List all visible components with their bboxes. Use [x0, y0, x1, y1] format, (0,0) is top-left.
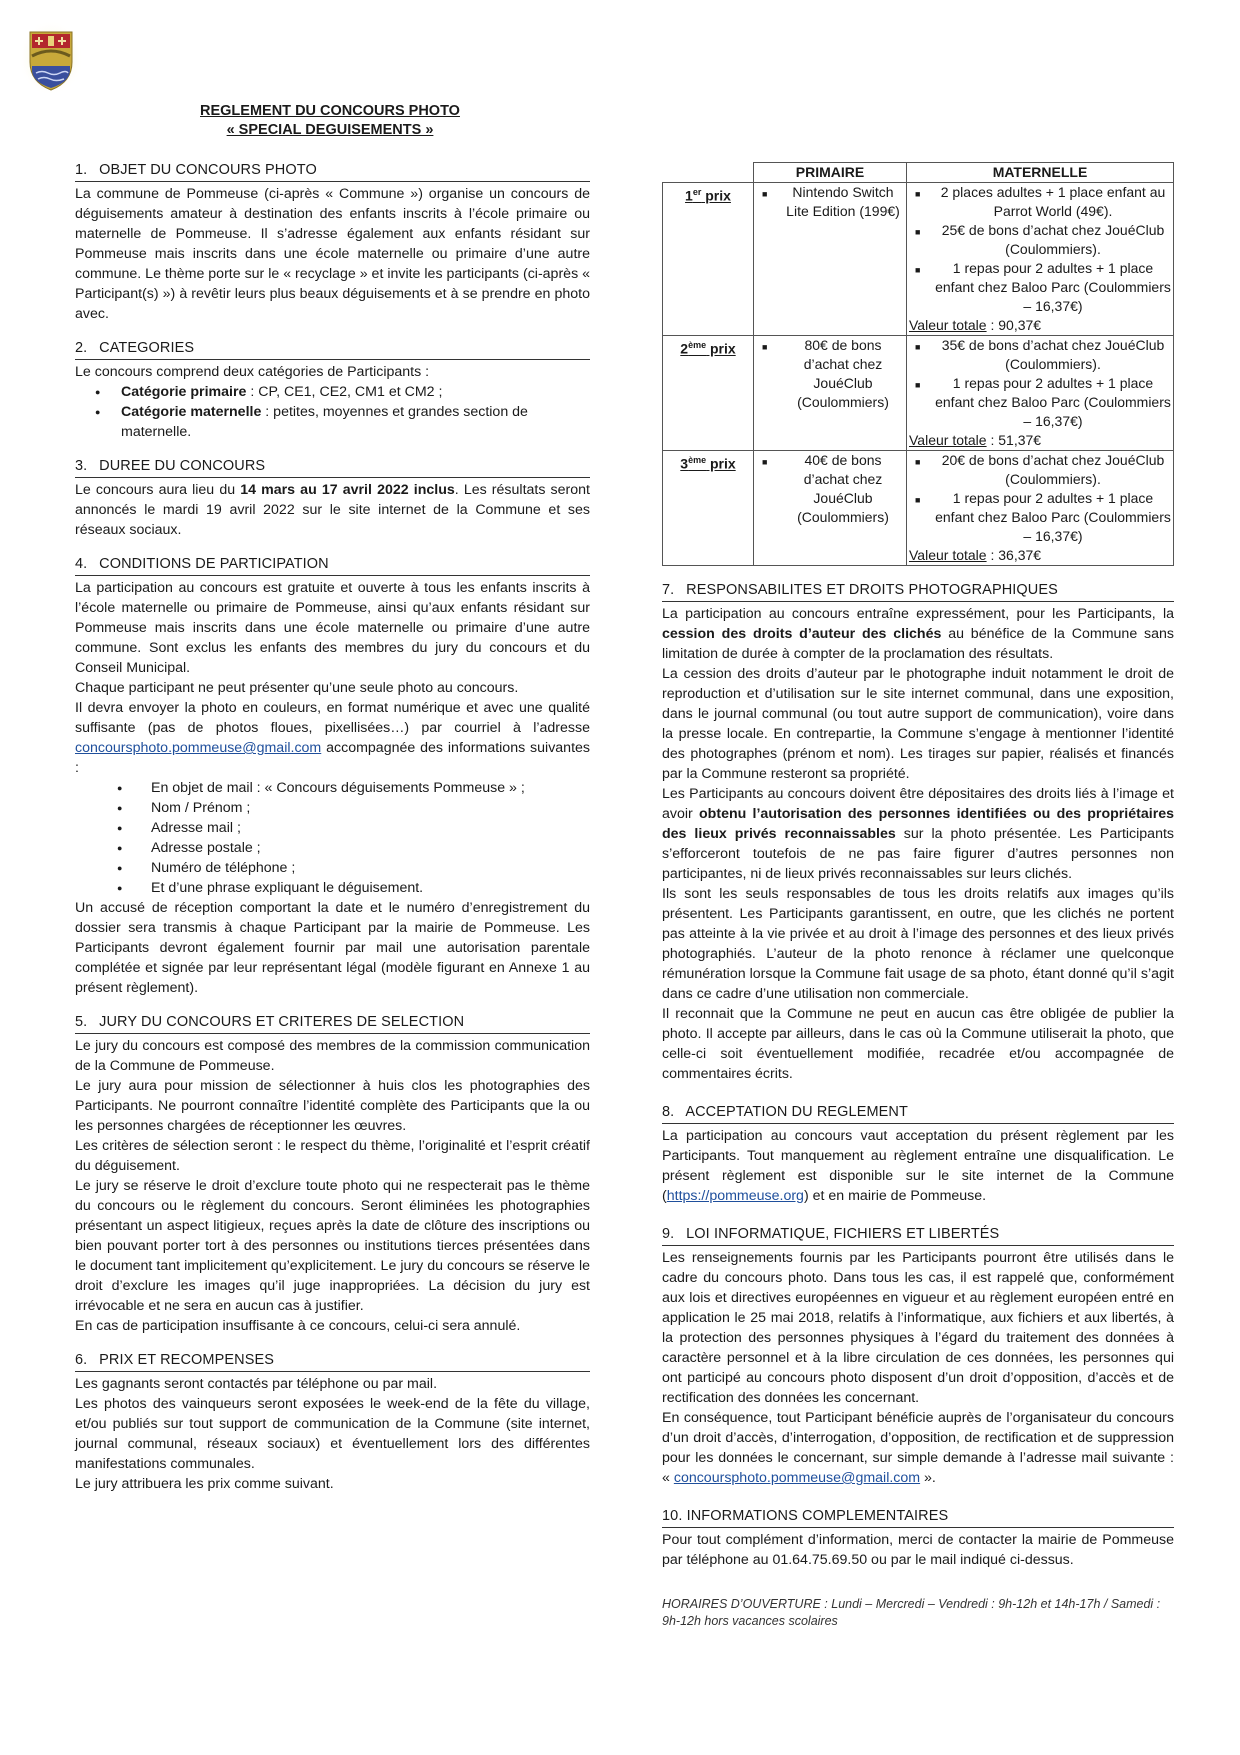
section-7 [662, 580, 1174, 1084]
section-heading [662, 1506, 1174, 1528]
section-heading [75, 160, 590, 182]
paragraph: Les photos des vainqueurs seront exposées le week-end de la fête du village, et/ou publiés sur tout support de communication de la Commune (site internet, journal communal, réseaux sociaux) et éventuellement lors des différentes manifestations communales. [75, 1396, 590, 1472]
list-item: ● Et d’une phrase expliquant le déguisement. [151, 878, 590, 898]
paragraph [75, 480, 590, 540]
section-title: RESPONSABILITES ET DROITS PHOTOGRAPHIQUES [686, 582, 1058, 598]
section-number: 10. [662, 1508, 683, 1524]
category-name: Catégorie maternelle [121, 404, 262, 420]
section-number: 1. [75, 162, 88, 178]
section-title: PRIX ET RECOMPENSES [99, 1352, 275, 1368]
paragraph: Un accusé de réception comportant la date et le numéro d’enregistrement du dossier sera transmis à chaque Participant par la mairie de Pommeuse. Les Participants devront également fournir par mail une autorisation parentale complétée et signée par leur représentant légal (modèle figurant en Annexe 1 au présent règlement). [75, 900, 590, 996]
section-heading [662, 1102, 1174, 1124]
section-9 [662, 1224, 1174, 1488]
total-value [909, 431, 1171, 450]
list-item [909, 221, 1171, 259]
rank-number: 3 [680, 455, 689, 472]
title-line-2: « SPECIAL DEGUISEMENTS » [226, 122, 434, 138]
square-bullet-icon: ■ [915, 495, 921, 505]
prize-text: 20€ de bons d’achat chez JouéClub (Coulommiers). [941, 452, 1165, 487]
paragraph: Les critères de sélection seront : le respect du thème, l’originalité et l’esprit créatif du déguisement. [75, 1138, 590, 1174]
website-link[interactable]: https://pommeuse.org [666, 1188, 804, 1204]
primaire-prize-cell [754, 336, 907, 451]
list-item [756, 451, 904, 527]
paragraph: La participation au concours est gratuite et ouverte à tous les enfants inscrits à l’école maternelle ou primaire de Pommeuse, ainsi qu’aux enfants résidant sur Pommeuse mais inscrits dans une école maternelle ou primaire d’une autre commune. Sont exclus les enfants des membres du jury du concours et du Conseil Municipal. [75, 580, 590, 676]
table-row [663, 183, 1174, 336]
square-bullet-icon: ■ [915, 265, 921, 275]
list-item [756, 183, 904, 221]
paragraph: La cession des droits d’auteur par le photographe induit notamment le droit de reproduction et d’utilisation sur le site internet communal, dans une exposition, dans le journal communal (ou tout autre support de communication), voire dans la presse locale. En contrepartie, la Commune s’engage à mentionner l’identité des photographes (prénom et nom). Les tirages sur papier, réalisés et financés par la Commune resteront sa propriété. [662, 666, 1174, 782]
list-item: ● Nom / Prénom ; [151, 798, 590, 818]
prize-text: Nintendo Switch Lite Edition (199€) [786, 184, 900, 219]
rank-suffix: ème [688, 340, 707, 350]
section-number: 6. [75, 1352, 88, 1368]
category-detail: : CP, CE1, CE2, CM1 et CM2 ; [246, 384, 443, 400]
section-number: 7. [662, 582, 675, 598]
section-heading [662, 1224, 1174, 1246]
text: accompagnée des informations suivantes : [75, 740, 590, 776]
paragraph [662, 1126, 1174, 1206]
text: Les Participants au concours doivent être dépositaires des droits liés à l’image et avoir [662, 786, 1174, 822]
total-label: Valeur totale [909, 432, 987, 448]
paragraph: Le jury attribuera les prix comme suivant. [75, 1476, 334, 1492]
square-bullet-icon: ■ [762, 342, 768, 352]
list-item [121, 402, 590, 442]
section-title: CONDITIONS DE PARTICIPATION [99, 556, 329, 572]
square-bullet-icon: ■ [915, 189, 921, 199]
emphasis: cession des droits d’auteur des clichés [662, 626, 942, 642]
right-column [662, 162, 1174, 1630]
list-item: ● Adresse mail ; [151, 818, 590, 838]
total-value [909, 546, 1171, 565]
square-bullet-icon: ■ [915, 342, 921, 352]
total-value [909, 316, 1171, 335]
maternelle-prize-cell [907, 451, 1174, 566]
section-3 [75, 456, 590, 540]
list-item [909, 183, 1171, 221]
rank-suffix: ème [688, 455, 707, 465]
section-number: 2. [75, 340, 88, 356]
paragraph: Ils sont les seuls responsables de tous les droits relatifs aux images qu’ils présentent. Les Participants garantissent, en outre, que les clichés ne portent pas atteinte à la vie privée et au droit à l’image des personnes et des lieux privés photographiés. L’auteur de la photo renonce à réclamer une quelconque rémunération lorsque la Commune fait usage de sa photo, étant donné qu’il s’agit dans ce cadre d’une utilisation non commerciale. [662, 886, 1174, 1002]
list-item [909, 489, 1171, 546]
text: ) et en mairie de Pommeuse. [803, 1188, 987, 1204]
paragraph: Les renseignements fournis par les Participants pourront être utilisés dans le cadre du concours photo. Dans tous les cas, il est rappelé que, conformément aux lois et directives européennes en vigueur et au règlement européen entré en application le 25 mai 2018, relatifs à l’informatique, aux fichiers et aux libertés, à la protection des personnes physiques à l’égard du traitement des données à caractère personnel et à la libre circulation de ces données, les personnes qui ont participé au concours photo disposent d’un droit d’opposition, d’accès et de rectification des données les concernant. [662, 1250, 1174, 1406]
prize-rank [663, 451, 754, 566]
paragraph [662, 784, 1174, 884]
list-item: ● En objet de mail : « Concours déguisements Pommeuse » ; [151, 778, 590, 798]
section-number: 8. [662, 1104, 675, 1120]
section-10 [662, 1506, 1174, 1570]
email-link[interactable]: concoursphoto.pommeuse@gmail.com [673, 1470, 921, 1486]
left-column [75, 160, 590, 1508]
square-bullet-icon: ■ [762, 189, 768, 199]
rank-word: prix [706, 455, 736, 472]
paragraph [75, 698, 590, 778]
section-heading [75, 338, 590, 360]
prize-text: 1 repas pour 2 adultes + 1 place enfant chez Baloo Parc (Coulommiers – 16,37€) [935, 375, 1171, 429]
section-title: CATEGORIES [99, 340, 195, 356]
section-1 [75, 160, 590, 324]
rank-number: 1 [685, 187, 693, 204]
column-header-primaire: PRIMAIRE [754, 163, 907, 183]
table-header-row [663, 163, 1174, 183]
prize-text: 35€ de bons d’achat chez JouéClub (Coulommiers). [941, 337, 1165, 372]
section-heading [75, 1012, 590, 1034]
section-number: 9. [662, 1226, 675, 1242]
paragraph: Pour tout complément d’information, merci de contacter la mairie de Pommeuse par téléphone au 01.64.75.69.50 ou par le mail indiqué ci-dessus. [662, 1532, 1174, 1568]
section-title: ACCEPTATION DU REGLEMENT [685, 1104, 908, 1120]
section-number: 5. [75, 1014, 88, 1030]
list-item [756, 336, 904, 412]
total-label: Valeur totale [909, 547, 987, 563]
total-amount: : 90,37€ [986, 317, 1042, 333]
total-label: Valeur totale [909, 317, 987, 333]
list-item: ● Numéro de téléphone ; [151, 858, 590, 878]
text: au bénéfice de la Commune sans limitation de durée à compter de la proclamation des résultats. [662, 626, 1174, 662]
section-heading [75, 1350, 590, 1372]
section-title: DUREE DU CONCOURS [99, 458, 266, 474]
section-title: JURY DU CONCOURS ET CRITERES DE SELECTION [99, 1014, 465, 1030]
paragraph: Le concours comprend deux catégories de Participants : [75, 364, 430, 380]
section-4 [75, 554, 590, 998]
opening-hours: HORAIRES D’OUVERTURE : Lundi – Mercredi – Vendredi : 9h-12h et 14h-17h / Samedi : 9h-12h hors vacances scolaires [662, 1597, 1161, 1628]
category-name: Catégorie primaire [121, 384, 247, 400]
square-bullet-icon: ■ [915, 380, 921, 390]
document-title [140, 102, 520, 140]
paragraph: En cas de participation insuffisante à ce concours, celui-ci sera annulé. [75, 1318, 521, 1334]
rank-suffix: er [692, 187, 702, 197]
paragraph: Le jury se réserve le droit d’exclure toute photo qui ne respecterait pas le thème du concours ou le règlement du concours. Seront éliminées les photographies présentant un aspect litigieux, reçues après la date de clôture des inscriptions ou bien pouvant porter tort à des personnes ou institutions tierces présentées dans le document tant implicitement qu’explicitement. Le jury du concours se réserve le droit d’exclure les images qu’il juge inappropriées. La décision du jury est irrévocable et ne sera en aucun cas à justifier. [75, 1178, 590, 1314]
section-title: LOI INFORMATIQUE, FICHIERS ET LIBERTÉS [686, 1226, 1000, 1242]
category-list [75, 382, 590, 442]
square-bullet-icon: ■ [762, 457, 768, 467]
list-item [909, 374, 1171, 431]
section-title: INFORMATIONS COMPLEMENTAIRES [686, 1508, 949, 1524]
title-line-1: REGLEMENT DU CONCOURS PHOTO [200, 103, 460, 119]
primaire-prize-cell [754, 451, 907, 566]
paragraph: La commune de Pommeuse (ci-après « Commune ») organise un concours de déguisements amateur à destination des enfants inscrits à l’école primaire ou maternelle de Pommeuse. Il s’adresse également aux enfants résidant sur Pommeuse mais inscrits dans une école maternelle ou primaire d’une autre commune. Le thème porte sur le « recyclage » et invite les participants (ci-après « Participant(s) ») à revêtir leurs plus beaux déguisements et à se prendre en photo avec. [75, 186, 590, 322]
text: La participation au concours vaut acceptation du présent règlement par les Participants. Tout manquement au règlement entraîne une disqualification. Le présent règlement est disponible sur le site internet de la Commune ( [662, 1128, 1174, 1204]
maternelle-prize-cell [907, 336, 1174, 451]
section-number: 3. [75, 458, 88, 474]
section-heading [75, 554, 590, 576]
square-bullet-icon: ■ [915, 457, 921, 467]
section-6 [75, 1350, 590, 1494]
section-heading [662, 580, 1174, 602]
paragraph: Le jury aura pour mission de sélectionner à huis clos les photographies des Participants. Ne pourront connaître l’identité complète des Participants que la ou les personnes chargées de réceptionner les œuvres. [75, 1078, 590, 1134]
list-item: ● Adresse postale ; [151, 838, 590, 858]
text: sur la photo présentée. Les Participants s’efforceront toutefois de ne pas faire figurer d’autres personnes non participantes, ni de lieux privés reconnaissables sur leurs clichés. [662, 826, 1174, 882]
maternelle-prize-cell [907, 183, 1174, 336]
table-row [663, 451, 1174, 566]
text: Il devra envoyer la photo en couleurs, en format numérique et avec une qualité suffisante (pas de photos floues, pixellisées…) par courriel à l’adresse [75, 700, 590, 736]
coat-of-arms-icon [18, 18, 84, 96]
rank-word: prix [701, 187, 731, 204]
list-item [121, 382, 590, 402]
prize-text: 1 repas pour 2 adultes + 1 place enfant chez Baloo Parc (Coulommiers – 16,37€) [935, 490, 1171, 544]
rank-word: prix [706, 340, 736, 357]
text: . Les résultats seront annoncés le mardi 19 avril 2022 sur le site internet de la Commune et ses réseaux sociaux. [75, 482, 590, 538]
text: La participation au concours entraîne expressément, pour les Participants, la [662, 606, 1174, 622]
prize-text: 80€ de bons d’achat chez JouéClub (Coulommiers) [797, 337, 889, 410]
text: Le concours aura lieu du [75, 482, 241, 498]
text: En conséquence, tout Participant bénéficie auprès de l’organisateur du concours d’un droit d’accès, d’interrogation, d’opposition, de rectification et de suppression pour les données le concernant, sur simple demande à l’adresse mail suivante : « [662, 1410, 1174, 1486]
prize-table [662, 162, 1174, 566]
prize-rank [663, 336, 754, 451]
section-2 [75, 338, 590, 442]
square-bullet-icon: ■ [915, 227, 921, 237]
list-item [909, 259, 1171, 316]
required-info-list [75, 778, 590, 898]
prize-text: 25€ de bons d’achat chez JouéClub (Coulommiers). [941, 222, 1165, 257]
section-5 [75, 1012, 590, 1336]
paragraph: Les gagnants seront contactés par téléphone ou par mail. [75, 1376, 438, 1392]
section-heading [75, 456, 590, 478]
paragraph: Le jury du concours est composé des membres de la commission communication de la Commune de Pommeuse. [75, 1038, 590, 1074]
column-header-maternelle: MATERNELLE [907, 163, 1174, 183]
paragraph: Chaque participant ne peut présenter qu’une seule photo au concours. [75, 680, 519, 696]
email-link[interactable]: concoursphoto.pommeuse@gmail.com [75, 740, 322, 756]
paragraph [662, 604, 1174, 664]
rank-number: 2 [680, 340, 689, 357]
section-title: OBJET DU CONCOURS PHOTO [99, 162, 317, 178]
table-row [663, 336, 1174, 451]
category-detail: : petites, moyennes et grandes section de maternelle. [121, 404, 528, 440]
section-number: 4. [75, 556, 88, 572]
date-range: 14 mars au 17 avril 2022 inclus [240, 482, 455, 498]
section-8 [662, 1102, 1174, 1206]
total-amount: : 36,37€ [986, 547, 1042, 563]
empty-header-cell [663, 163, 754, 183]
prize-text: 40€ de bons d’achat chez JouéClub (Coulommiers) [797, 452, 889, 525]
paragraph [662, 1408, 1174, 1488]
prize-text: 1 repas pour 2 adultes + 1 place enfant chez Baloo Parc (Coulommiers – 16,37€) [935, 260, 1171, 314]
prize-rank [663, 183, 754, 336]
text: ». [920, 1470, 936, 1486]
list-item [909, 451, 1171, 489]
paragraph: Il reconnait que la Commune ne peut en aucun cas être obligée de publier la photo. Il accepte par ailleurs, dans le cas où la Commune utiliserait la photo, que celle-ci soit éventuellement modifiée, recadrée et/ou accompagnée de commentaires écrits. [662, 1006, 1174, 1082]
primaire-prize-cell [754, 183, 907, 336]
emphasis: obtenu l’autorisation des personnes identifiées ou des propriétaires des lieux privés reconnaissables [662, 806, 1174, 842]
prize-text: 2 places adultes + 1 place enfant au Parrot World (49€). [940, 184, 1166, 219]
total-amount: : 51,37€ [986, 432, 1042, 448]
list-item [909, 336, 1171, 374]
